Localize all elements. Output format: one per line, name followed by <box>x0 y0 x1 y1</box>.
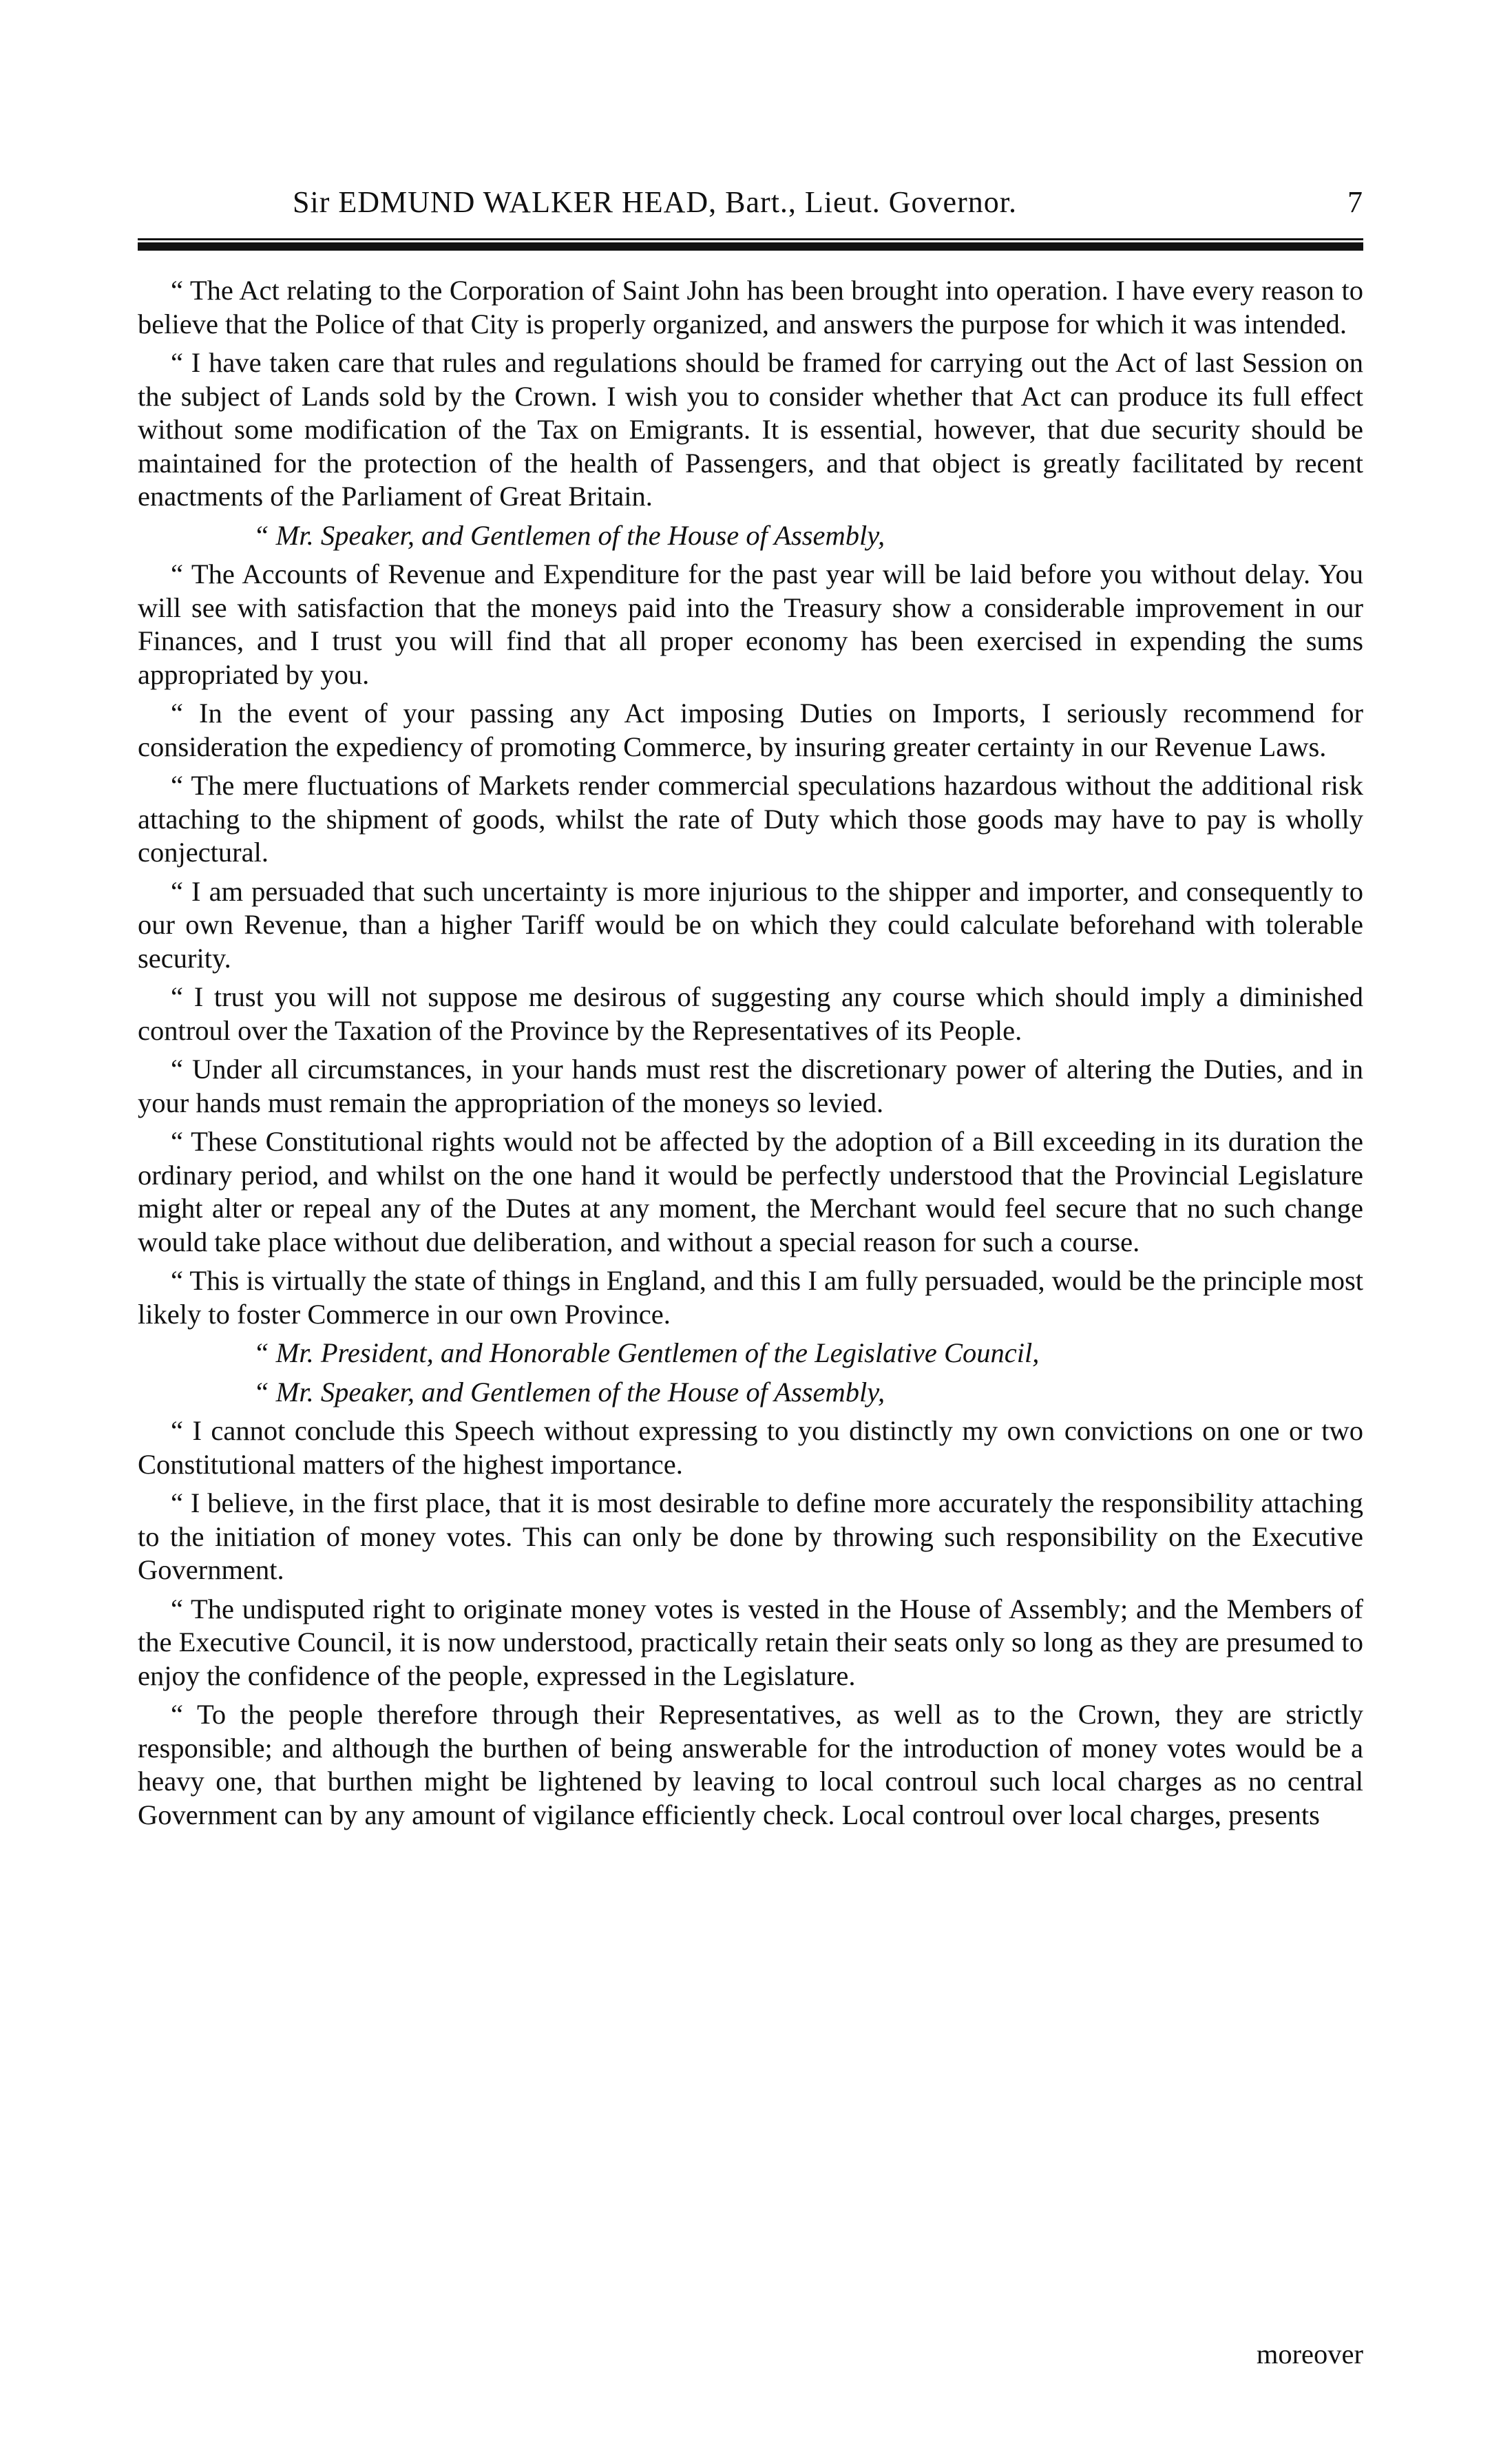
catchword: moreover <box>1256 2339 1363 2370</box>
header-rule-thin <box>138 238 1363 240</box>
paragraph-uncertainty: “ I am persuaded that such uncertainty is more injurious to the shipper and importer, and consequently to our own Revenue, than a higher Tariff would be on which they could calculate beforehand with tolerable security. <box>138 875 1363 974</box>
paragraph-crown-lands: “ I have taken care that rules and regulations should be framed for carrying out the Act of last Session on the subject of Lands sold by the Crown. I wish you to consider whether that Act can produce its full effect without some modification of the Tax on Emigrants. It is essential, however, that due security should be maintained for the protection of the health of Passengers, and that object is greatly facilitated by recent enactments of the Parliament of Great Britain. <box>138 347 1363 512</box>
paragraph-responsibility: “ To the people therefore through their Representatives, as well as to the Crown, they are strictly responsible; and although the burthen of being answerable for the introduction of money votes would be a heavy one, that burthen might be lightened by leaving to local controul such local charges as no central Government can by any amount of vigilance efficiently check. Local controul over local charges, presents <box>138 1699 1363 1830</box>
paragraph-constitutional-rights: “ These Constitutional rights would not be affected by the adoption of a Bill exceeding in its duration the ordinary period, and whilst on the one hand it would be perfectly understood that the Provincial Legislature might alter or repeal any of the Dutes at any moment, the Merchant would feel secure that no such change would take place without due deliberation, and without a special reason for such a course. <box>138 1126 1363 1257</box>
paragraph-market-fluctuations: “ The mere fluctuations of Markets render commercial speculations hazardous without the additional risk attaching to the shipment of goods, whilst the rate of Duty which those goods may have to pay is wholly conjectural. <box>138 770 1363 868</box>
header-rule-thick <box>138 242 1363 251</box>
address-assembly-second: “ Mr. Speaker, and Gentlemen of the House of Assembly, <box>253 1376 885 1408</box>
paragraph-undisputed-right: “ The undisputed right to originate money votes is vested in the House of Assembly; and the Members of the Executive Council, it is now understood, practically retain their seats only so long as they are presumed to enjoy the confidence of the people, expressed in the Legislature. <box>138 1593 1363 1691</box>
speech-text <box>138 274 1363 1837</box>
address-assembly: “ Mr. Speaker, and Gentlemen of the House of Assembly, <box>253 519 885 551</box>
paragraph-accounts: “ The Accounts of Revenue and Expenditure for the past year will be laid before you without delay. You will see with satisfaction that the moneys paid into the Treasury show a considerable improvement in our Finances, and I trust you will find that all proper economy has been exercised in expending the sums appropriated by you. <box>138 558 1363 690</box>
running-head <box>138 185 1363 226</box>
paragraph-money-votes: “ I believe, in the first place, that it is most desirable to define more accurately the responsibility attaching to the initiation of money votes. This can only be done by throwing such responsibility on the Executive Government. <box>138 1487 1363 1585</box>
paragraph-conclusion: “ I cannot conclude this Speech without expressing to you distinctly my own convictions on one or two Constitutional matters of the highest importance. <box>138 1415 1363 1480</box>
header-rule <box>138 238 1363 252</box>
paragraph-import-duties: “ In the event of your passing any Act imposing Duties on Imports, I seriously recommend for consideration the expediency of promoting Commerce, by insuring greater certainty in our Revenue Laws. <box>138 698 1363 762</box>
page-number: 7 <box>1347 185 1363 219</box>
document-page <box>138 0 1363 2437</box>
paragraph-taxation-controul: “ I trust you will not suppose me desirous of suggesting any course which should imply a diminished controul over the Taxation of the Province by the Representatives of its People. <box>138 981 1363 1046</box>
address-legislative-council: “ Mr. President, and Honorable Gentlemen of the Legislative Council, <box>253 1337 1040 1368</box>
paragraph-discretionary-power: “ Under all circumstances, in your hands must rest the discretionary power of altering the Duties, and in your hands must remain the appropriation of the moneys so levied. <box>138 1054 1363 1118</box>
paragraph-england: “ This is virtually the state of things in England, and this I am fully persuaded, would be the principle most likely to foster Commerce in our own Province. <box>138 1265 1363 1330</box>
paragraph-corporation-act: “ The Act relating to the Corporation of Saint John has been brought into operation. I have every reason to believe that the Police of that City is properly organized, and answers the purpose for which it was intended. <box>138 275 1363 339</box>
running-title: Sir EDMUND WALKER HEAD, Bart., Lieut. Governor. <box>293 185 1017 219</box>
